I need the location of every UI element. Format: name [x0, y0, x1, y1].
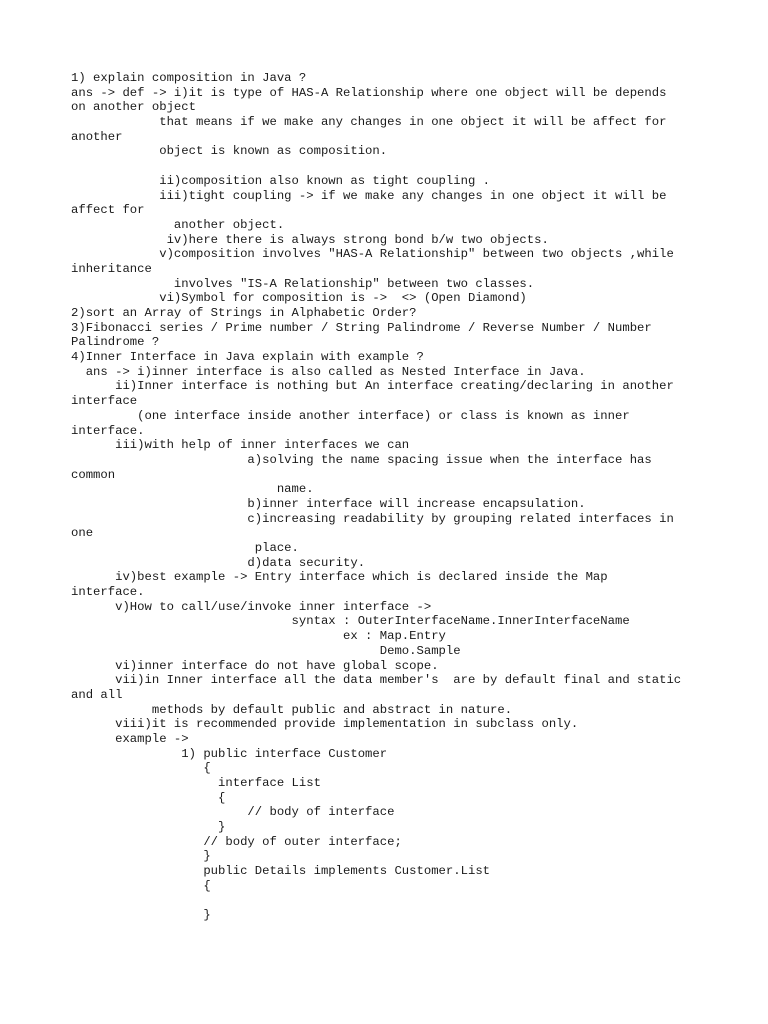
text-line: iv)best example -> Entry interface which is declared inside the Map [71, 570, 608, 585]
text-line: } [71, 908, 211, 923]
text-line: 2)sort an Array of Strings in Alphabetic Order? [71, 306, 417, 320]
text-line: 1) public interface Customer [71, 746, 388, 761]
text-line: public Details implements Customer.List [71, 864, 491, 879]
text-line: affect for [71, 203, 145, 218]
text-line: // body of interface [71, 805, 395, 820]
text-line: name. [71, 482, 314, 497]
text-line: { [71, 790, 226, 805]
text-line: iii)with help of inner interfaces we can [71, 438, 410, 453]
text-line: vi)inner interface do not have global scope. [71, 658, 439, 673]
text-line: syntax : OuterInterfaceName.InnerInterfaceName [71, 614, 630, 629]
text-line: place. [71, 541, 299, 555]
text-line: iv)here there is always strong bond b/w two objects. [71, 232, 549, 247]
text-line: involves "IS-A Relationship" between two classes. [71, 276, 535, 291]
text-line: interface [71, 394, 138, 409]
text-line: ans -> i)inner interface is also called as Nested Interface in Java. [71, 364, 586, 379]
text-line: a)solving the name spacing issue when the interface has [71, 452, 652, 467]
text-line: v)composition involves "HAS-A Relationship" between two objects ,while [71, 247, 674, 262]
text-line: { [71, 761, 211, 776]
text-line: interface List [71, 776, 321, 790]
text-line: inheritance [71, 261, 152, 276]
text-line: b)inner interface will increase encapsulation. [71, 496, 586, 511]
text-line: v)How to call/use/invoke inner interface -> [71, 599, 432, 614]
text-line: (one interface inside another interface) or class is known as inner [71, 408, 630, 423]
text-line: vii)in Inner interface all the data member's are by default final and static [71, 673, 682, 688]
text-line: interface. [71, 585, 145, 600]
text-line: ii)Inner interface is nothing but An interface creating/declaring in another [71, 379, 674, 394]
text-line: 1) explain composition in Java ? [71, 71, 307, 85]
text-line: viii)it is recommended provide implementation in subclass only. [71, 717, 579, 732]
text-line: } [71, 849, 211, 864]
text-line: on another object [71, 100, 196, 115]
text-line [71, 159, 711, 174]
text-line: object is known as composition. [71, 144, 388, 159]
text-line: ex : Map.Entry [71, 629, 446, 644]
text-line: ii)composition also known as tight coupling . [71, 173, 491, 188]
text-line: another [71, 129, 123, 144]
text-line: 4)Inner Interface in Java explain with example ? [71, 350, 424, 365]
text-line: interface. [71, 423, 145, 438]
document-text [71, 71, 711, 923]
text-line: methods by default public and abstract in nature. [71, 702, 513, 717]
text-line: and all [71, 687, 123, 702]
text-line: common [71, 467, 116, 482]
text-line: // body of outer interface; [71, 834, 402, 849]
text-line: vi)Symbol for composition is -> <> (Open Diamond) [71, 291, 527, 306]
text-line [71, 894, 711, 909]
text-line: c)increasing readability by grouping related interfaces in [71, 511, 674, 526]
text-line: Palindrome ? [71, 335, 160, 350]
text-line: } [71, 820, 226, 835]
text-line: d)data security. [71, 555, 366, 570]
text-line: one [71, 526, 94, 541]
text-line: ans -> def -> i)it is type of HAS-A Relationship where one object will be depends [71, 85, 667, 100]
text-line: Demo.Sample [71, 643, 461, 658]
text-line: another object. [71, 217, 285, 232]
text-line: 3)Fibonacci series / Prime number / String Palindrome / Reverse Number / Number [71, 320, 652, 335]
text-line: that means if we make any changes in one object it will be affect for [71, 115, 667, 130]
text-line: example -> [71, 731, 189, 746]
text-line: { [71, 878, 211, 893]
text-line: iii)tight coupling -> if we make any changes in one object it will be [71, 188, 667, 203]
